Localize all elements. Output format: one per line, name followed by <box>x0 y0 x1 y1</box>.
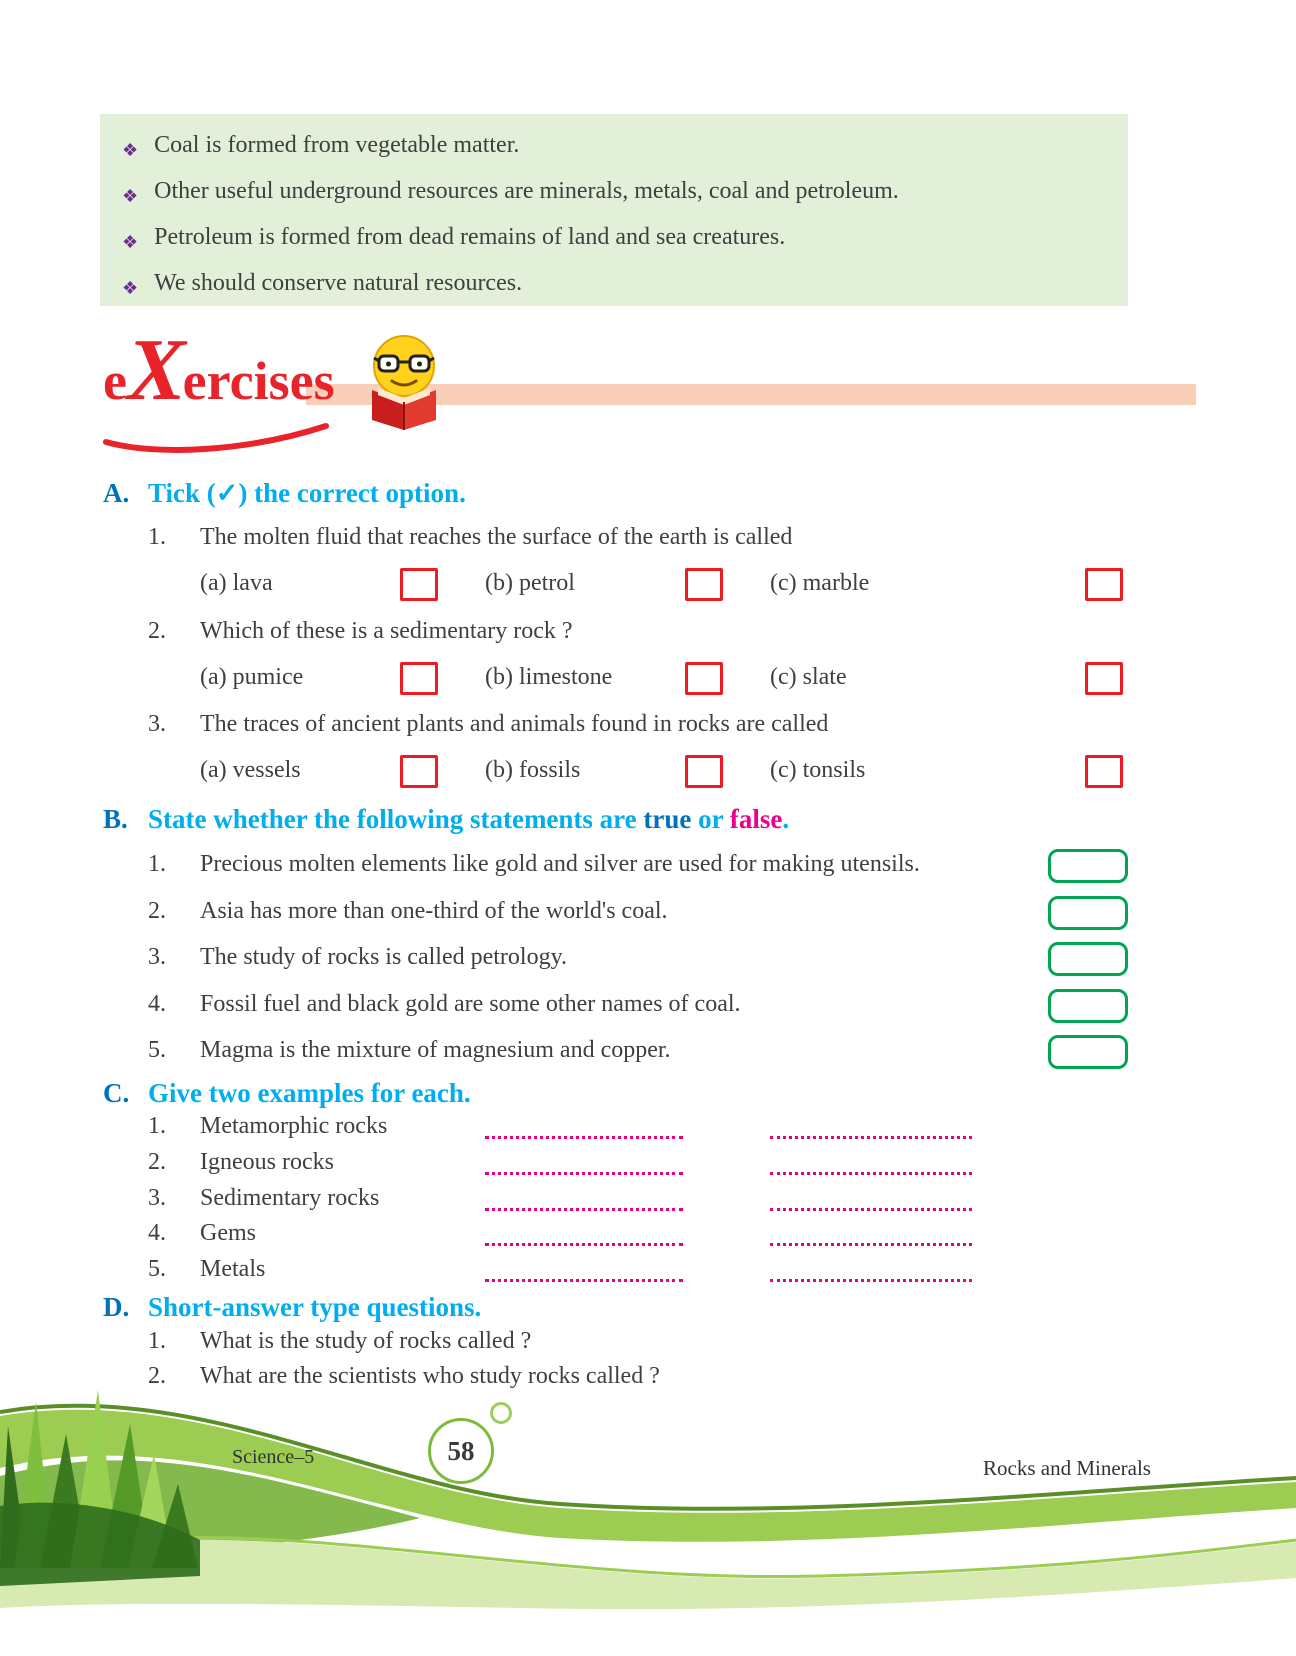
diamond-bullet-icon: ❖ <box>122 232 139 252</box>
option-label-b: (b) limestone <box>485 664 613 690</box>
options-row-a3 <box>0 753 1296 799</box>
summary-bullet-row <box>116 130 1108 166</box>
answer-blank[interactable] <box>770 1220 972 1246</box>
diamond-bullet-icon: ❖ <box>122 186 139 206</box>
section-title: Tick (✓) the correct option. <box>148 478 466 508</box>
statement-number: 5. <box>148 1037 166 1063</box>
statement-text: Fossil fuel and black gold are some other names of coal. <box>200 991 741 1017</box>
statement-b3 <box>0 944 1296 990</box>
statement-text: Precious molten elements like gold and silver are used for making utensils. <box>200 851 920 877</box>
option-checkbox[interactable] <box>1085 568 1123 601</box>
answer-blank[interactable] <box>485 1256 683 1282</box>
statement-b5 <box>0 1037 1296 1083</box>
question-text: The molten fluid that reaches the surface of the earth is called <box>200 524 793 550</box>
option-checkbox[interactable] <box>1085 662 1123 695</box>
section-b-title-true: true <box>643 804 692 834</box>
statement-b2 <box>0 898 1296 944</box>
question-a2 <box>0 618 1296 664</box>
section-b-title-mid: or <box>691 804 730 834</box>
section-b-title-false: false <box>729 804 783 834</box>
option-checkbox[interactable] <box>685 662 723 695</box>
item-number: 3. <box>148 1185 166 1211</box>
summary-bullet-text: Other useful underground resources are minerals, metals, coal and petroleum. <box>154 178 899 204</box>
item-number: 1. <box>148 1113 166 1139</box>
item-label: Igneous rocks <box>200 1149 334 1175</box>
true-false-box[interactable] <box>1048 1035 1128 1069</box>
question-number: 1. <box>148 1328 166 1354</box>
question-number: 2. <box>148 1363 166 1389</box>
page-number: 58 <box>447 1435 475 1466</box>
item-number: 2. <box>148 1149 166 1175</box>
example-item-c2 <box>0 1149 1296 1185</box>
summary-box <box>100 114 1128 306</box>
item-number: 4. <box>148 1220 166 1246</box>
section-a-heading <box>0 478 1296 524</box>
option-checkbox[interactable] <box>400 755 438 788</box>
statement-number: 4. <box>148 991 166 1017</box>
exercises-logo <box>103 322 335 419</box>
diamond-bullet-icon: ❖ <box>122 278 139 298</box>
footer-wave-decoration <box>0 1356 1296 1656</box>
true-false-box[interactable] <box>1048 896 1128 930</box>
option-checkbox[interactable] <box>1085 755 1123 788</box>
answer-blank[interactable] <box>770 1185 972 1211</box>
statement-text: The study of rocks is called petrology. <box>200 944 568 970</box>
section-b-heading <box>0 804 1296 850</box>
item-number: 5. <box>148 1256 166 1282</box>
question-text: The traces of ancient plants and animals found in rocks are called <box>200 711 829 737</box>
summary-bullet-text: Coal is formed from vegetable matter. <box>154 132 520 158</box>
question-text: What are the scientists who study rocks called ? <box>200 1363 660 1389</box>
item-label: Metals <box>200 1256 266 1282</box>
true-false-box[interactable] <box>1048 942 1128 976</box>
statement-number: 3. <box>148 944 166 970</box>
options-row-a2 <box>0 660 1296 706</box>
item-label: Gems <box>200 1220 256 1246</box>
section-title: Give two examples for each. <box>148 1078 471 1108</box>
option-checkbox[interactable] <box>685 568 723 601</box>
option-checkbox[interactable] <box>400 568 438 601</box>
summary-bullet-text: Petroleum is formed from dead remains of land and sea creatures. <box>154 224 786 250</box>
section-letter: C. <box>103 1078 130 1108</box>
diamond-bullet-icon: ❖ <box>122 140 139 160</box>
statement-number: 2. <box>148 898 166 924</box>
option-label-a: (a) pumice <box>200 664 304 690</box>
section-letter: A. <box>103 478 130 508</box>
summary-bullet-row <box>116 268 1108 304</box>
example-item-c3 <box>0 1185 1296 1221</box>
statement-b1 <box>0 851 1296 897</box>
option-label-c: (c) marble <box>770 570 870 596</box>
example-item-c5 <box>0 1256 1296 1292</box>
footer-chapter-label: Rocks and Minerals <box>983 1456 1151 1480</box>
answer-blank[interactable] <box>485 1149 683 1175</box>
section-title <box>148 804 789 835</box>
statement-b4 <box>0 991 1296 1037</box>
option-checkbox[interactable] <box>685 755 723 788</box>
answer-blank[interactable] <box>485 1113 683 1139</box>
true-false-box[interactable] <box>1048 989 1128 1023</box>
page-number-badge <box>428 1418 494 1484</box>
footer-book-label: Science–5 <box>232 1446 315 1468</box>
answer-blank[interactable] <box>485 1220 683 1246</box>
section-b-title-pre: State whether the following statements are <box>148 804 644 834</box>
section-letter: B. <box>103 804 128 834</box>
option-label-a: (a) lava <box>200 570 273 596</box>
question-number: 1. <box>148 524 166 550</box>
section-title: Short-answer type questions. <box>148 1292 482 1322</box>
answer-blank[interactable] <box>770 1113 972 1139</box>
answer-blank[interactable] <box>770 1149 972 1175</box>
true-false-box[interactable] <box>1048 849 1128 883</box>
item-label: Sedimentary rocks <box>200 1185 380 1211</box>
example-item-c1 <box>0 1113 1296 1149</box>
section-b-title-end: . <box>782 804 790 834</box>
answer-blank[interactable] <box>770 1256 972 1282</box>
option-label-c: (c) slate <box>770 664 847 690</box>
option-label-a: (a) vessels <box>200 757 301 783</box>
statement-number: 1. <box>148 851 166 877</box>
answer-blank[interactable] <box>485 1185 683 1211</box>
bubble-circle-icon <box>490 1402 512 1424</box>
option-checkbox[interactable] <box>400 662 438 695</box>
summary-bullet-row <box>116 176 1108 212</box>
question-a3 <box>0 711 1296 757</box>
question-text: Which of these is a sedimentary rock ? <box>200 618 573 644</box>
question-number: 2. <box>148 618 166 644</box>
option-label-c: (c) tonsils <box>770 757 866 783</box>
question-number: 3. <box>148 711 166 737</box>
item-label: Metamorphic rocks <box>200 1113 388 1139</box>
option-label-b: (b) fossils <box>485 757 581 783</box>
options-row-a1 <box>0 566 1296 612</box>
question-text: What is the study of rocks called ? <box>200 1328 532 1354</box>
exercises-logo-e: e <box>103 351 127 411</box>
reading-smiley-icon <box>352 328 456 432</box>
example-item-c4 <box>0 1220 1296 1256</box>
section-letter: D. <box>103 1292 130 1322</box>
summary-bullet-row <box>116 222 1108 258</box>
summary-bullet-text: We should conserve natural resources. <box>154 270 523 296</box>
exercises-logo-x: X <box>126 322 183 419</box>
statement-text: Asia has more than one-third of the world's coal. <box>200 898 668 924</box>
statement-text: Magma is the mixture of magnesium and copper. <box>200 1037 671 1063</box>
option-label-b: (b) petrol <box>485 570 575 596</box>
exercises-logo-rest: ercises <box>182 351 335 411</box>
question-a1 <box>0 524 1296 570</box>
